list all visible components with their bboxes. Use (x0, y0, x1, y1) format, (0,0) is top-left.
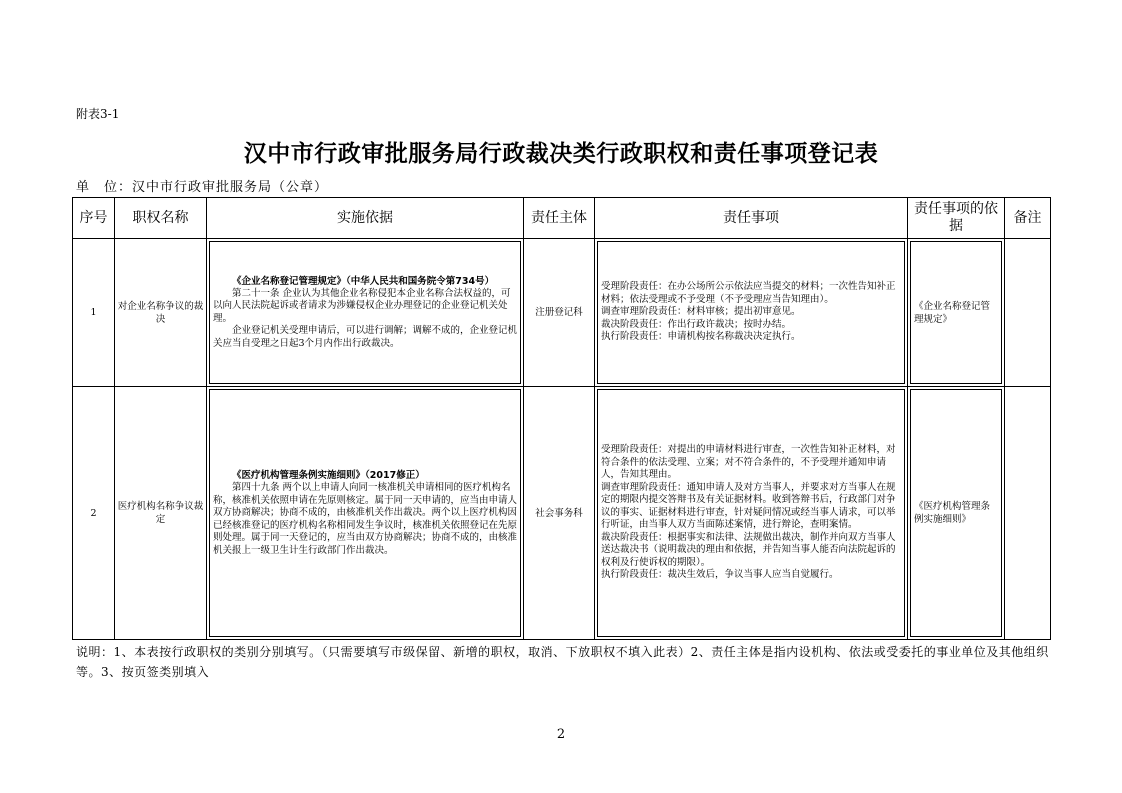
duty-item: 执行阶段责任：裁决生效后，争议当事人应当自觉履行。 (601, 569, 839, 581)
table-header-row (73, 198, 1051, 239)
table-row (73, 239, 1051, 387)
page-number: 2 (556, 727, 566, 742)
row-remarks (1005, 387, 1051, 640)
row-index: 2 (73, 387, 115, 640)
duty-box (597, 241, 905, 384)
row-basis (207, 387, 524, 640)
registration-table (72, 197, 1051, 640)
duty-basis-box (910, 389, 1002, 637)
basis-paragraph: 第四十九条 两个以上申请人向同一核准机关申请相同的医疗机构名称，核准机关依照申请在先原则核定。属于同一天申请的，应当由申请人双方协商解决；协商不成的，由核准机关作出裁决。两个以上医疗机构因已经核准登记的医疗机构名称相同发生争议时，核准机关依照登记在先原则处理。属于同一天登记的，应当由双方协商解决；协商不成的，由核准机关报上一级卫生计生行政部门作出裁决。 (213, 482, 518, 556)
row-basis (207, 239, 524, 387)
page-title: 汉中市行政审批服务局行政裁决类行政职权和责任事项登记表 (243, 141, 879, 167)
header-name: 职权名称 (115, 198, 207, 239)
row-remarks (1005, 239, 1051, 387)
duty-item: 裁决阶段责任：根据事实和法律、法规做出裁决，制作并向双方当事人送达裁决书（说明裁决的理由和依据，并告知当事人能否向法院起诉的权利及行使诉权的期限）。 (601, 531, 896, 568)
row-duties (595, 387, 908, 640)
unit-line: 单 位：汉中市行政审批服务局（公章） (76, 180, 329, 195)
header-remarks: 备注 (1005, 198, 1051, 239)
duty-item: 调查审理阶段责任：通知申请人及对方当事人，并要求对方当事人在规定的期限内提交答辩书及有关证据材料。收到答辩书后，行政部门对争议的事实、证据材料进行审查，针对疑问情况或经当事人请求，可以举行听证，由当事人双方当面陈述案情，进行辩论，查明案情。 (601, 481, 896, 531)
basis-paragraph: 第二十一条 企业认为其他企业名称侵犯本企业名称合法权益的，可以向人民法院起诉或者请求为涉嫌侵权企业办理登记的企业登记机关处理。 (213, 287, 511, 324)
duty-basis-text: 《医疗机构管理条例实施细则》 (914, 501, 991, 525)
header-duty-basis: 责任事项的依据 (908, 198, 1005, 239)
appendix-label: 附表3-1 (76, 107, 120, 121)
duty-item: 调查审理阶段责任：材料审核；提出初审意见。 (601, 306, 801, 318)
row-duty-basis (908, 239, 1005, 387)
duty-box (597, 389, 905, 637)
basis-box (209, 389, 521, 637)
footnote: 说明：1、本表按行政职权的类别分别填写。（只需要填写市级保留、新增的职权，取消、下放职权不填入此表）2、责任主体是指内设机构、依法或受委托的事业单位及其他组织等。3、按页签类别填入 (76, 645, 1049, 679)
row-subject: 社会事务科 (524, 387, 595, 640)
header-subject: 责任主体 (524, 198, 595, 239)
basis-title: 《企业名称登记管理规定》（中华人民共和国务院令第734号） (232, 275, 495, 287)
row-duties (595, 239, 908, 387)
duty-item: 受理阶段责任：对提出的申请材料进行审查，一次性告知补正材料，对符合条件的依法受理、立案；对不符合条件的，不予受理并通知申请人，告知其理由。 (601, 444, 896, 481)
row-subject: 注册登记科 (524, 239, 595, 387)
duty-item: 执行阶段责任：申请机构按名称裁决决定执行。 (601, 331, 801, 343)
basis-paragraph: 企业登记机关受理申请后，可以进行调解；调解不成的，企业登记机关应当自受理之日起3个月内作出行政裁决。 (213, 325, 518, 349)
duty-basis-box (910, 241, 1002, 384)
duty-basis-text: 《企业名称登记管理规定》 (914, 300, 991, 325)
header-basis: 实施依据 (207, 198, 524, 239)
row-index: 1 (73, 239, 115, 387)
header-duties: 责任事项 (595, 198, 908, 239)
duty-item: 裁决阶段责任：作出行政许裁决；按时办结。 (601, 318, 792, 330)
table-row (73, 387, 1051, 640)
row-name: 医疗机构名称争议裁定 (115, 387, 207, 640)
row-name: 对企业名称争议的裁决 (115, 239, 207, 387)
header-index: 序号 (73, 198, 115, 239)
basis-box (209, 241, 521, 384)
basis-title: 《医疗机构管理条例实施细则》（2017修正） (232, 470, 425, 481)
row-duty-basis (908, 387, 1005, 640)
duty-item: 受理阶段责任：在办公场所公示依法应当提交的材料；一次性告知补正材料；依法受理或不予受理（不予受理应当告知理由）。 (601, 281, 896, 305)
